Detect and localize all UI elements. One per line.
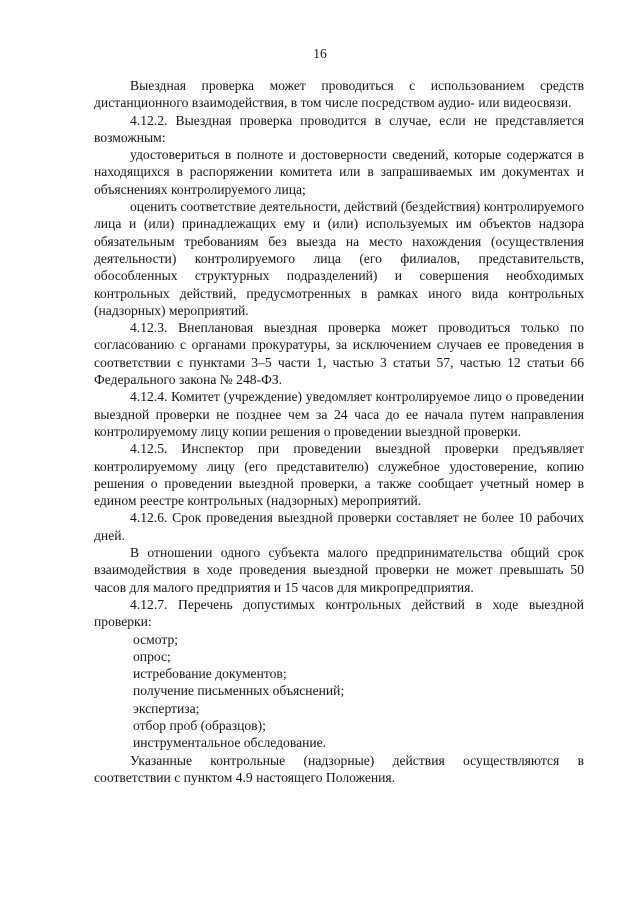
paragraph-4-12-5: 4.12.5. Инспектор при проведении выездной проверки предъявляет контролируемому лицу (его представителю) служебное удостоверение, копию решения о проведении выездной проверки, а также сообщает учетный номер в едином реестре контрольных (надзорных) мероприятий. <box>94 441 584 509</box>
paragraph-verify-information: удостовериться в полноте и достоверности сведений, которые содержатся в находящихся в распоряжении комитета или в запрашиваемых им документах и объяснениях контролируемого лица; <box>94 147 584 197</box>
list-item: экспертиза; <box>133 700 200 716</box>
paragraph-4-12-6: 4.12.6. Срок проведения выездной проверки составляет не более 10 рабочих дней. <box>94 510 584 543</box>
list-item: инструментальное обследование. <box>133 735 327 751</box>
paragraph-small-business-limit: В отношении одного субъекта малого предпринимательства общий срок взаимодействия в ходе проведения выездной проверки не может превышать 50 часов для малого предприятия и 15 часов для микропредприятия. <box>94 545 584 595</box>
list-item: получение письменных объяснений; <box>133 683 345 699</box>
paragraph-4-12-3: 4.12.3. Внеплановая выездная проверка может проводиться только по согласованию с органами прокуратуры, за исключением случаев ее проведения в соответствии с пунктами 3–5 части 1, частью 3 статьи 57, частью 12 статьи 66 Федерального закона № 248-ФЗ. <box>94 320 584 388</box>
control-actions-list <box>94 631 584 752</box>
paragraph-4-12-2: 4.12.2. Выездная проверка проводится в случае, если не представляется возможным: <box>94 112 584 145</box>
paragraph-closing: Указанные контрольные (надзорные) действия осуществляются в соответствии с пунктом 4.9 настоящего Положения. <box>94 752 584 785</box>
paragraph-4-12-7: 4.12.7. Перечень допустимых контрольных действий в ходе выездной проверки: <box>94 596 584 630</box>
paragraph-remote-interaction: Выездная проверка может проводиться с использованием средств дистанционного взаимодействия, в том числе посредством аудио- или видеосвязи. <box>94 78 584 111</box>
list-item: истребование документов; <box>133 666 287 682</box>
document-body <box>94 77 584 786</box>
page-number: 16 <box>313 46 327 61</box>
list-item: отбор проб (образцов); <box>133 717 266 733</box>
paragraph-assess-compliance: оценить соответствие деятельности, действий (бездействия) контролируемого лица и (или) принадлежащих ему и (или) используемых им объектов надзора обязательным требованиям без выезда на место нахождения (осуществления деятельности) контролируемого лица (его филиалов, представительств, обособленных структурных подразделений) и совершения необходимых контрольных действий, предусмотренных в рамках иного вида контрольных (надзорных) мероприятий. <box>94 199 584 318</box>
list-item: осмотр; <box>133 631 179 647</box>
list-item: опрос; <box>133 648 171 664</box>
paragraph-4-12-4: 4.12.4. Комитет (учреждение) уведомляет контролируемое лицо о проведении выездной проверки не позднее чем за 24 часа до ее начала путем направления контролируемому лицу копии решения о проведении выездной проверки. <box>94 389 584 439</box>
